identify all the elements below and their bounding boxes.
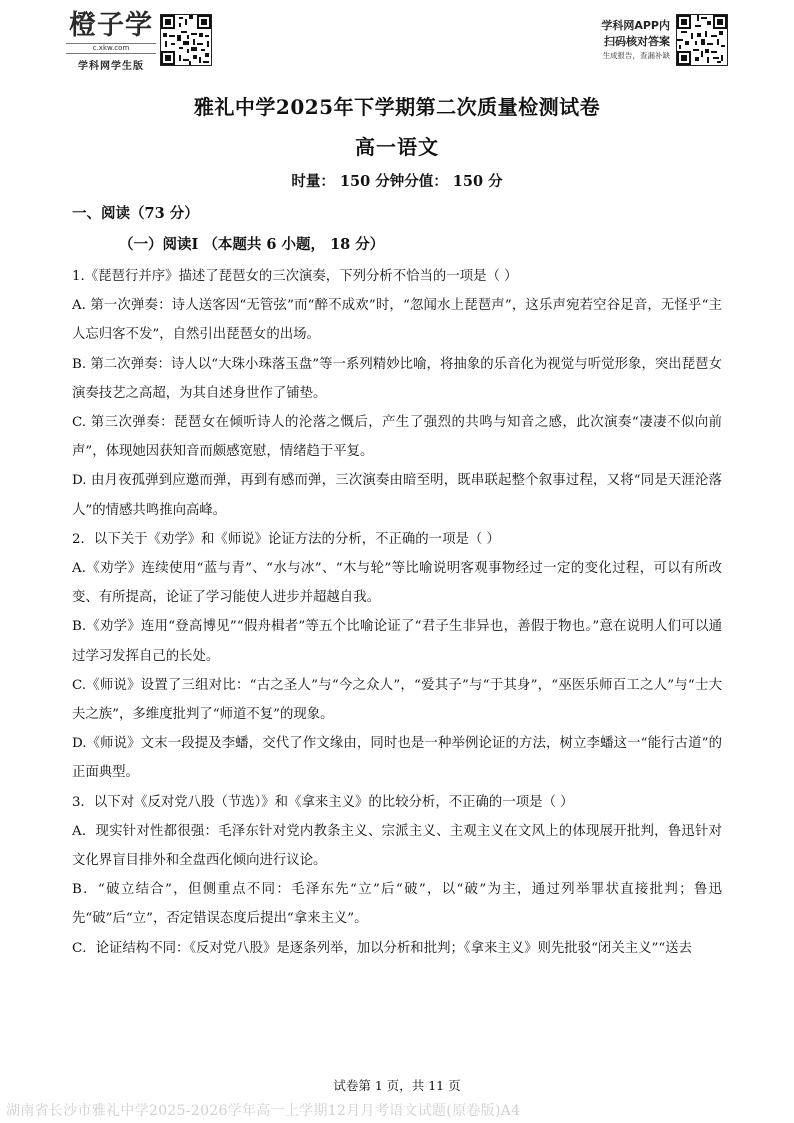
logo-subtitle: 学科网学生版 (78, 61, 144, 72)
answer-option: C. 第三次弹奏：琵琶女在倾听诗人的沦落之慨后，产生了强烈的共鸣与知音之感，此次演奏“凄凄不似向前声”，体现她因获知音而颇感宽慰，情绪趋于平复。 (72, 415, 722, 460)
exam-meta: 时量： 150 分钟分值： 150 分 (291, 173, 503, 190)
app-promo (568, 18, 670, 62)
exam-title: 雅礼中学2025年下学期第二次质量检测试卷 (193, 95, 601, 119)
xkw-logo (66, 10, 156, 72)
answer-option: C.《师说》设置了三组对比：“古之圣人”与“今之众人”，“爱其子”与“于其身”，“巫医乐师百工之人”与“士大夫之族”，多维度批判了“师道不复”的现象。 (72, 677, 722, 723)
app-promo-line1: 学科网APP内 (601, 19, 670, 32)
answer-option: B．“破立结合”，但侧重点不同：毛泽东先“立”后“破”，以“破”为主，通过列举罪状直接批判；鲁迅先“破”后“立”，否定错误态度后提出“拿来主义”。 (72, 882, 722, 927)
logo-mark: 橙子学 (69, 10, 153, 41)
answer-option: B. 第二次弹奏：诗人以“大珠小珠落玉盘”等一系列精妙比喻，将抽象的乐音化为视觉与听觉形象，突出琵琶女演奏技艺之高超，为其自述身世作了铺垫。 (72, 356, 722, 401)
page-number: 试卷第 1 页，共 11 页 (333, 1078, 461, 1093)
answer-option: C．论证结构不同：《反对党八股》是逐条列举，加以分析和批判；《拿来主义》则先批驳“闭关主义”“送去 (72, 940, 692, 956)
page-header (0, 0, 794, 80)
section-heading: 一、阅读（73 分） (72, 205, 199, 222)
watermark: 湖南省长沙市雅礼中学2025-2026学年高一上学期12月月考语文试题(原卷版)A4 (6, 1103, 521, 1119)
answer-option: D. 由月夜孤弹到应邀而弹，再到有感而弹，三次演奏由暗至明，既串联起整个叙事过程，又将“同是天涯沦落人”的情感共鸣推向高峰。 (72, 473, 722, 518)
exam-subject: 高一语文 (355, 135, 439, 159)
answer-option: A. 第一次弹奏：诗人送客因“无管弦”而“醉不成欢”时，“忽闻水上琵琶声”，这乐声宛若空谷足音，无怪乎“主人忘归客不发”，自然引出琵琶女的出场。 (72, 298, 722, 343)
section-subheading: （一）阅读I （本题共 6 小题， 18 分） (119, 236, 385, 253)
answer-option: A.《劝学》连续使用“蓝与青”、“水与冰”、“木与轮”等比喻说明客观事物经过一定的变化过程，可以有所改变、有所提高，论证了学习能使人进步并超越自我。 (72, 561, 722, 606)
app-promo-line3: 生成报告，查漏补缺 (602, 51, 670, 60)
qr-code-icon (160, 14, 212, 66)
answer-option: D.《师说》文末一段提及李蟠，交代了作文缘由，同时也是一种举例论证的方法，树立李蟠这一“能行古道”的正面典型。 (72, 736, 722, 781)
question-stem: 1.《琵琶行并序》描述了琵琶女的三次演奏，下列分析不恰当的一项是（ ） (72, 269, 518, 284)
question-stem: 2．以下关于《劝学》和《师说》论证方法的分析，不正确的一项是（ ） (72, 531, 500, 547)
qr-code-icon (676, 14, 728, 66)
answer-option: A．现实针对性都很强：毛泽东针对党内教条主义、宗派主义、主观主义在文风上的体现展开批判，鲁迅针对文化界盲目排外和全盘西化倾向进行议论。 (72, 823, 722, 869)
question-stem: 3．以下对《反对党八股（节选）》和《拿来主义》的比较分析，不正确的一项是（ ） (72, 794, 574, 810)
app-promo-line2: 扫码核对答案 (604, 35, 670, 48)
question-list (72, 262, 722, 963)
answer-option: B.《劝学》连用“登高博见”“假舟楫者”等五个比喻论证了“君子生非异也，善假于物也。”意在说明人们可以通过学习发挥自己的长处。 (72, 619, 722, 664)
logo-url: c.xkw.com (66, 43, 156, 54)
